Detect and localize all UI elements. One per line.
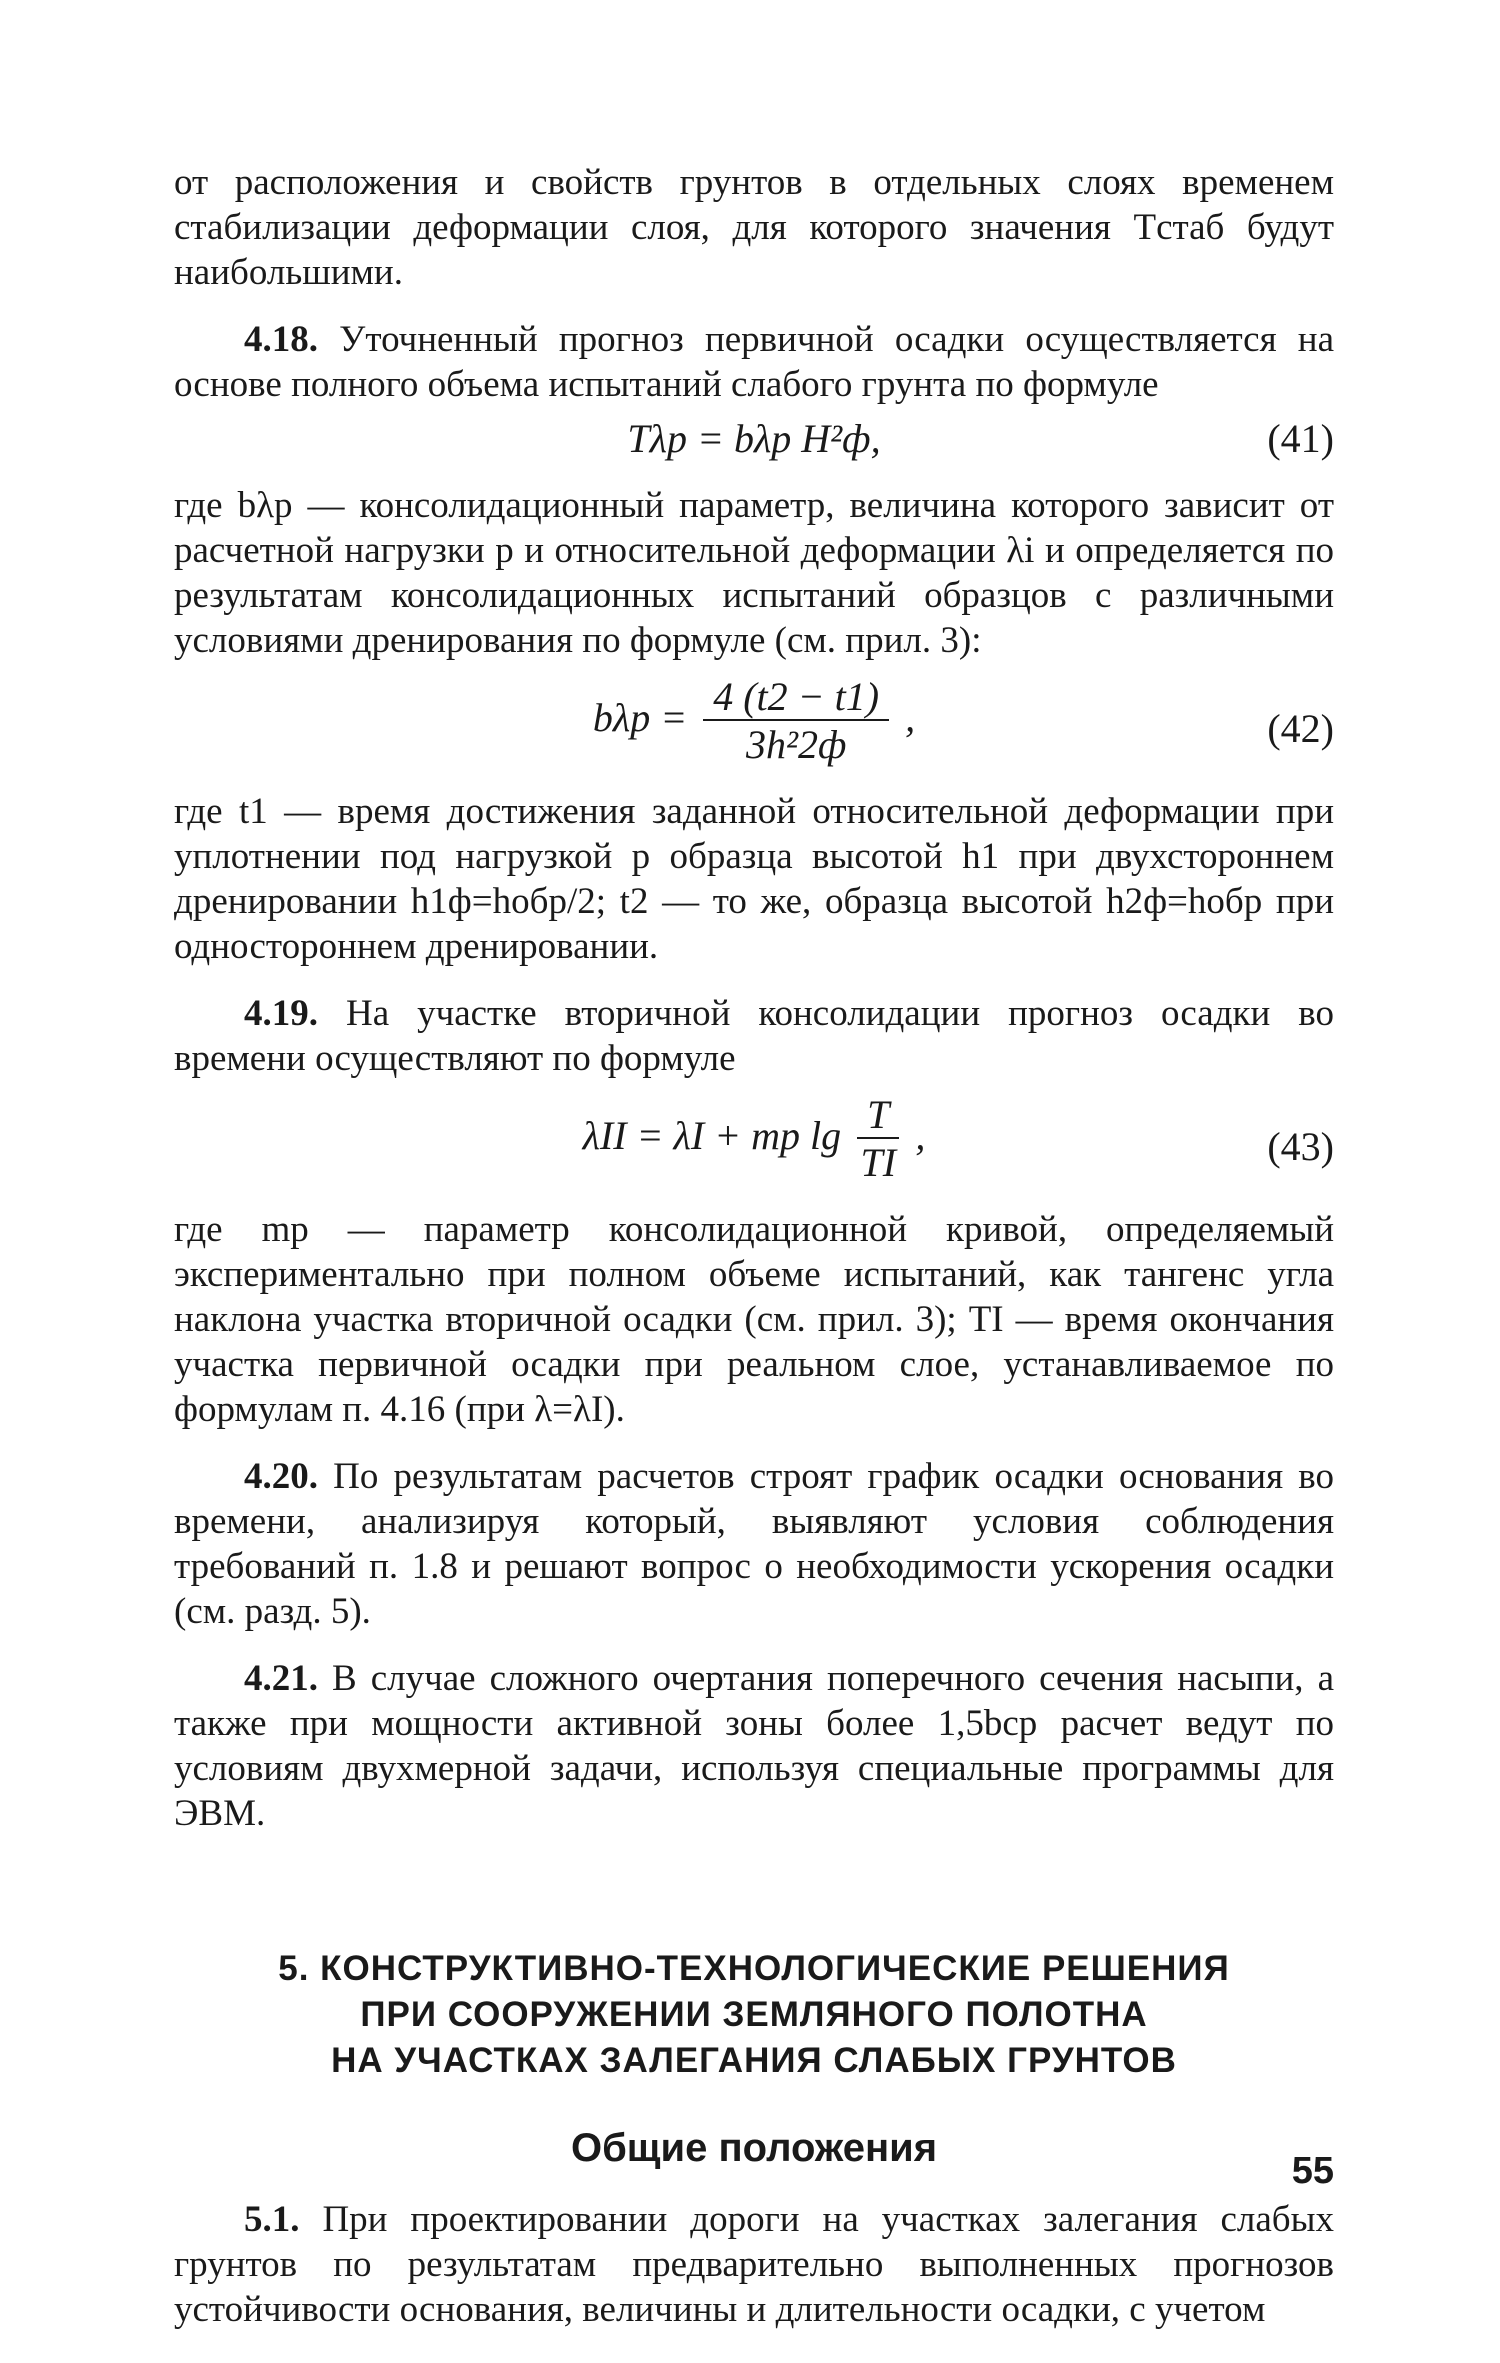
formula-expression: Tλp = bλp H²ф, [627,416,881,461]
formula-tail: , [915,1113,926,1159]
paragraph-continuation: от расположения и свойств грунтов в отдельных слоях временем стабилизации деформации слоя, для которого значения Tстаб будут наибольшими. [174,162,1334,293]
paragraph-where-41: где bλp — консолидационный параметр, величина которого зависит от расчетной нагрузки p и относительной деформации λi и определяется по результатам консолидационных испытаний образцов с различными условиями дренирования по формуле (см. прил. 3): [174,485,1334,661]
section-heading-line: НА УЧАСТКАХ ЗАЛЕГАНИЯ СЛАБЫХ ГРУНТОВ [331,2041,1177,2080]
formula-lhs: λII = λI + mp lg [582,1113,842,1159]
section-heading-line: 5. КОНСТРУКТИВНО-ТЕХНОЛОГИЧЕСКИЕ РЕШЕНИЯ [278,1949,1230,1988]
fraction-numerator: 4 (t2 − t1) [703,675,889,721]
clause-number: 5.1. [244,2199,300,2240]
formula-tail: , [905,695,916,741]
fraction-numerator: T [857,1093,899,1139]
equation-number: (42) [1267,706,1334,751]
paragraph-4-18 [174,317,1334,407]
fraction [703,675,889,769]
page-number: 55 [1291,2150,1334,2192]
paragraph-text: На участке вторичной консолидации прогноз осадки во времени осуществляют по формуле [174,993,1334,1079]
subsection-heading: Общие положения [570,2126,938,2170]
formula-lhs: bλp = [592,695,688,741]
paragraph-where-43: где mp — параметр консолидационной кривой, определяемый экспериментально при полном объеме испытаний, как тангенс угла наклона участка вторичной осадки (см. прил. 3); TI — время окончания участка первичной осадки при реальном слое, устанавливаемое по формулам п. 4.16 (при λ=λI). [174,1209,1334,1430]
fraction-denominator: TI [860,1140,897,1185]
paragraph-4-20 [174,1454,1334,1634]
paragraph-text: При проектировании дороги на участках залегания слабых грунтов по результатам предварительно выполненных прогнозов устойчивости основания, величины и длительности осадки, с учетом [174,2199,1334,2330]
section-heading-line: ПРИ СООРУЖЕНИИ ЗЕМЛЯНОГО ПОЛОТНА [360,1995,1148,2034]
clause-number: 4.18. [244,319,318,360]
formula-43 [174,1089,1334,1199]
fraction-denominator: 3h²2ф [745,722,847,767]
paragraph-4-21 [174,1656,1334,1836]
fraction [857,1093,899,1187]
equation-number: (43) [1267,1124,1334,1169]
paragraph-text: Уточненный прогноз первичной осадки осуществляется на основе полного объема испытаний слабого грунта по формуле [174,319,1334,405]
paragraph-5-1 [174,2197,1334,2332]
paragraph-where-42: где t1 — время достижения заданной относительной деформации при уплотнении под нагрузкой p образца высотой h1 при двухстороннем дренировании h1ф=hобр/2; t2 — то же, образца высотой h2ф=hобр при одностороннем дренировании. [174,791,1334,967]
formula-expression [174,675,1334,769]
equation-number: (41) [1267,416,1334,461]
paragraph-text: По результатам расчетов строят график осадки основания во времени, анализируя который, выявляют условия соблюдения требований п. 1.8 и решают вопрос о необходимости ускорения осадки (см. разд. 5). [174,1456,1334,1632]
clause-number: 4.19. [244,993,318,1034]
clause-number: 4.20. [244,1456,318,1497]
formula-expression [174,1093,1334,1187]
clause-number: 4.21. [244,1658,318,1699]
formula-42 [174,671,1334,781]
paragraph-text: В случае сложного очертания поперечного сечения насыпи, а также при мощности активной зоны более 1,5bср расчет ведут по условиям двухмерной задачи, используя специальные программы для ЭВМ. [174,1658,1334,1834]
paragraph-4-19 [174,991,1334,1081]
formula-41 [174,415,1334,475]
page-content [174,160,1334,2332]
section-heading [174,1946,1334,2084]
